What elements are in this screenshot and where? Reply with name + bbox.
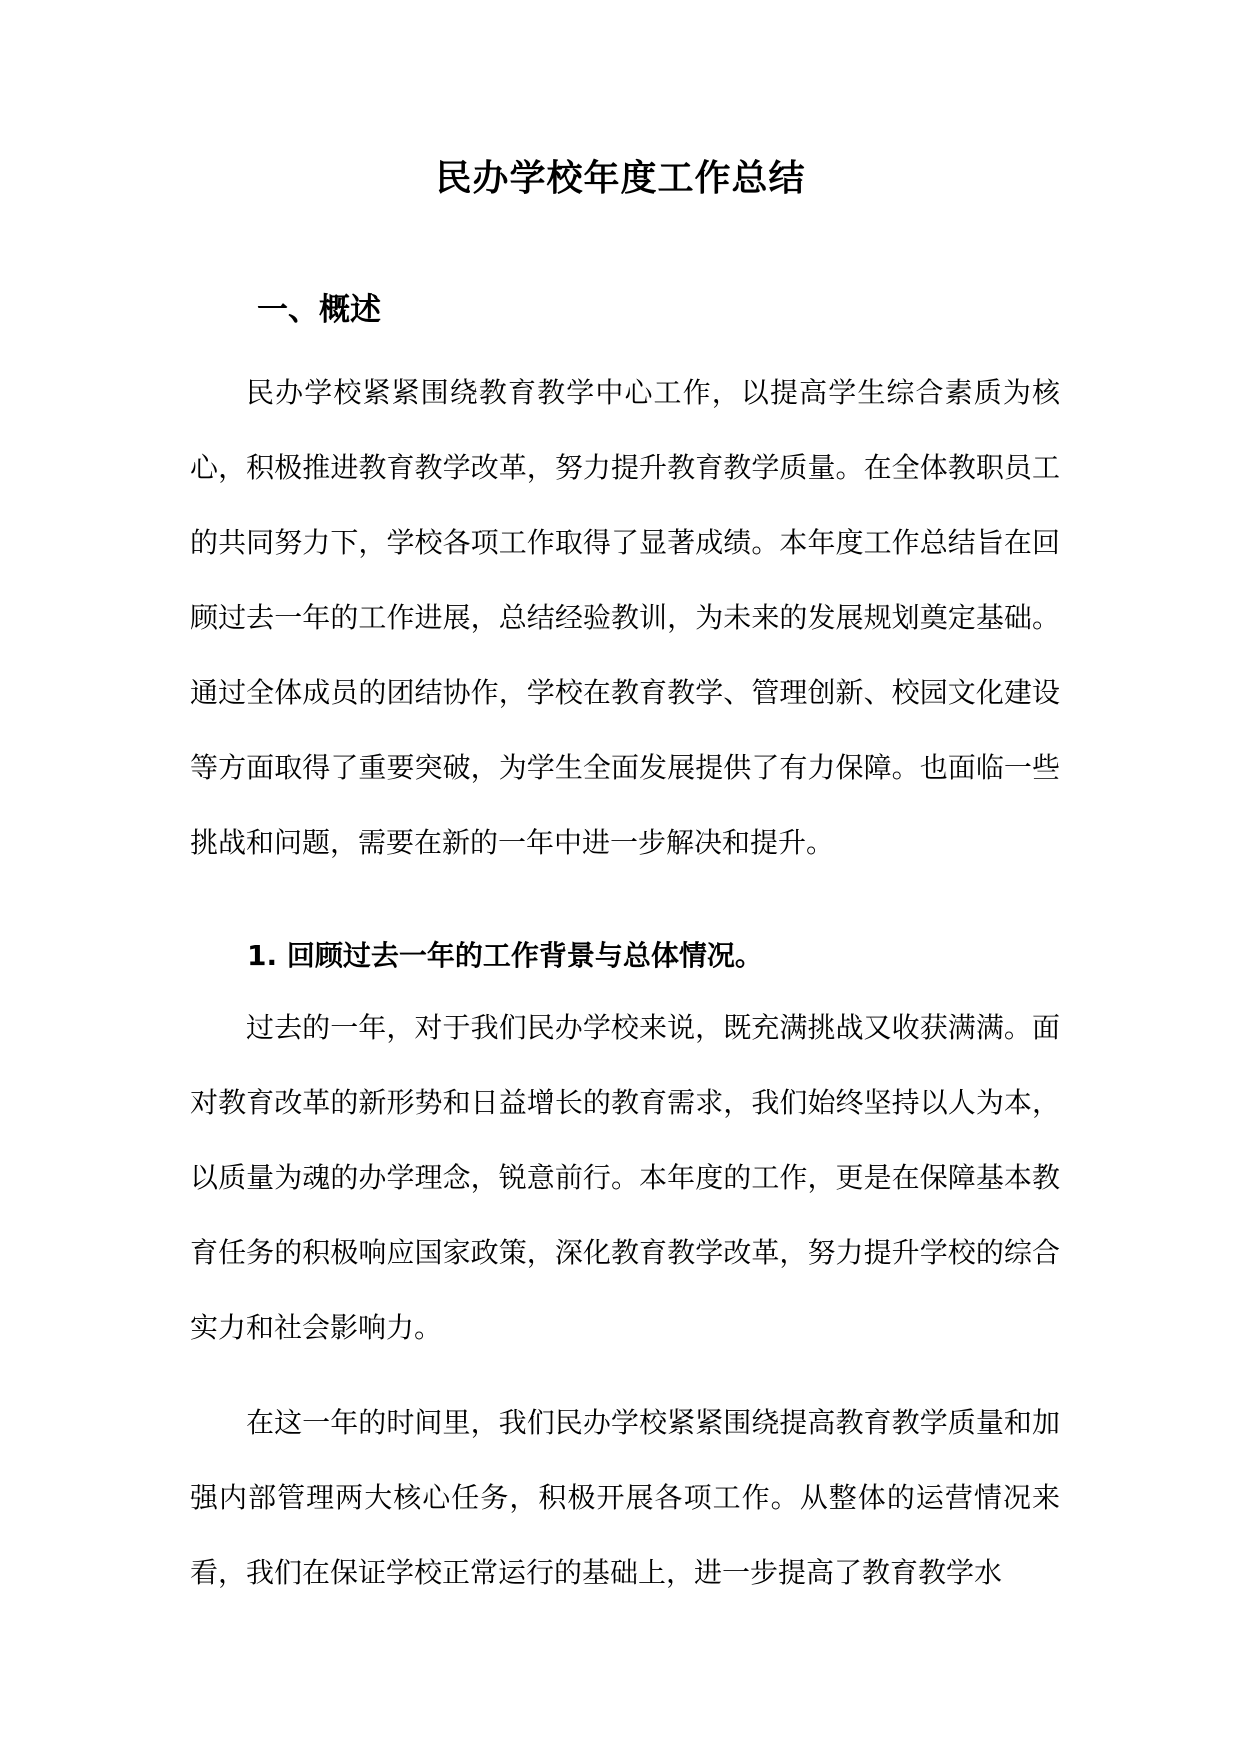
subsection-heading-review: 1. 回顾过去一年的工作背景与总体情况。 [247,939,763,972]
overview-paragraph: 民办学校紧紧围绕教育教学中心工作，以提高学生综合素质为核心，积极推进教育教学改革，努力提升教育教学质量。在全体教职员工的共同努力下，学校各项工作取得了显著成绩。本年度工作总结旨在回顾过去一年的工作进展，总结经验教训，为未来的发展规划奠定基础。通过全体成员的团结协作，学校在教育教学、管理创新、校园文化建设等方面取得了重要突破，为学生全面发展提供了有力保障。也面临一些挑战和问题，需要在新的一年中进一步解决和提升。 [190,376,1060,859]
document-title: 民办学校年度工作总结 [435,158,806,199]
review-paragraph-1: 过去的一年，对于我们民办学校来说，既充满挑战又收获满满。面对教育改革的新形势和日益增长的教育需求，我们始终坚持以人为本，以质量为魂的办学理念，锐意前行。本年度的工作，更是在保障基本教育任务的积极响应国家政策，深化教育教学改革，努力提升学校的综合实力和社会影响力。 [190,1011,1060,1344]
section-heading-overview: 一、概述 [257,292,381,328]
review-paragraph-2: 在这一年的时间里，我们民办学校紧紧围绕提高教育教学质量和加强内部管理两大核心任务，积极开展各项工作。从整体的运营情况来看，我们在保证学校正常运行的基础上，进一步提高了教育教学水 [190,1406,1060,1589]
